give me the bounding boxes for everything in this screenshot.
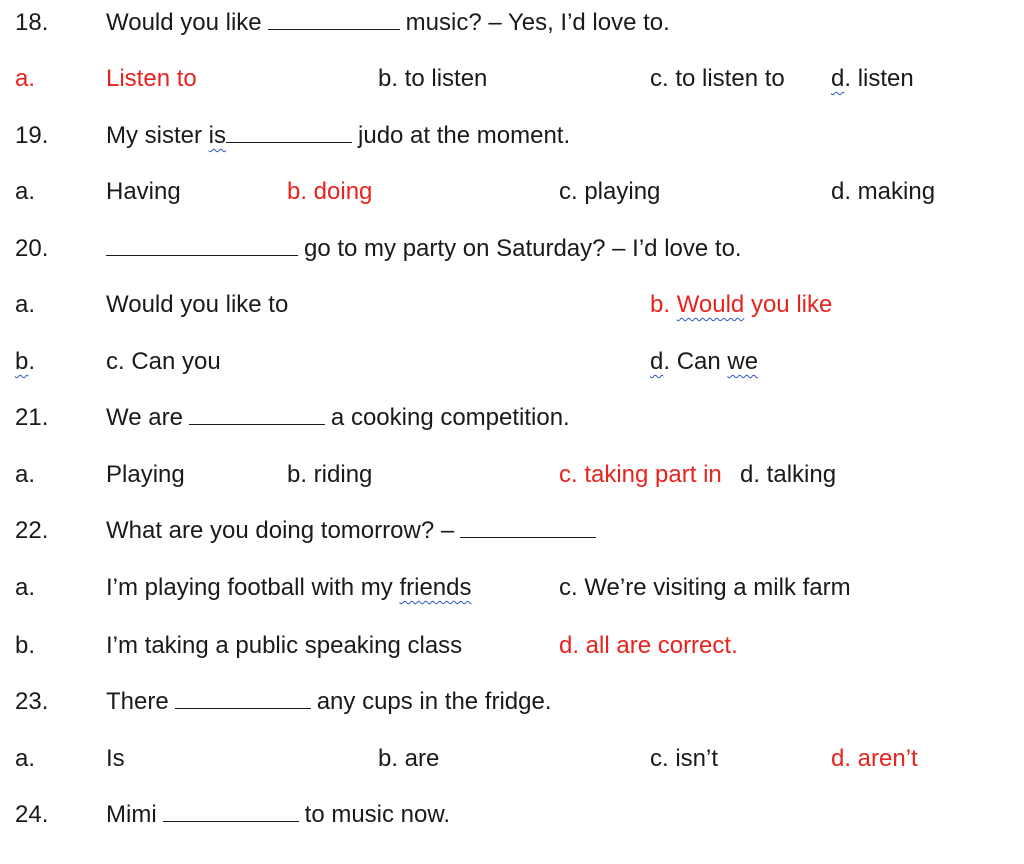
answer-blank [106,233,298,256]
question-text-before: There [106,688,169,715]
option-d [650,346,758,378]
question-text-before: We are [106,404,183,431]
spellcheck-word: Would [676,291,745,318]
spellcheck-word: d [831,65,845,92]
question-number: 23. [15,688,49,715]
option-a: Having [106,178,181,205]
option-c: c. to listen to [650,65,785,92]
question-row-20 [0,233,1024,265]
option-a-text: I’m playing football with my [106,574,400,601]
question-row-21 [0,402,1024,434]
question-text-before: My sister [106,122,202,149]
question-text [106,515,602,547]
option-a: Would you like to [106,291,289,318]
question-text-after: a cooking competition. [330,404,570,431]
option-label: a. [15,65,36,92]
option-row-21 [0,459,1024,491]
spellcheck-word: is [208,122,227,149]
answer-blank [226,120,352,143]
option-label: a. [15,745,36,772]
question-number: 22. [15,517,49,544]
option-b: b. riding [287,461,373,488]
option-b: I’m taking a public speaking class [106,632,463,659]
spellcheck-word: friends [399,574,472,601]
option-a: Playing [106,461,185,488]
option-d-mid: . Can [663,348,728,375]
option-row-22a [0,572,1024,604]
question-row-24 [0,799,1024,831]
answer-blank [189,402,325,425]
question-number: 18. [15,9,49,36]
option-d: d. making [831,178,936,205]
option-a-correct: Listen to [106,65,197,92]
option-a [106,572,472,604]
question-number: 24. [15,801,49,828]
option-b-rest: you like [744,291,833,318]
question-text-after: to music now. [304,801,451,828]
answer-blank [268,7,400,30]
spellcheck-word: we [727,348,759,375]
question-text-before: Would you like [106,9,262,36]
question-row-19 [0,120,1024,152]
option-c: c. We’re visiting a milk farm [559,574,851,601]
question-text-after: any cups in the fridge. [316,688,552,715]
spellcheck-word: b [15,348,29,375]
question-row-18 [0,7,1024,39]
question-text-after: judo at the moment. [358,122,571,149]
option-b-correct [650,289,832,321]
question-text [106,686,552,718]
option-d [831,63,914,95]
option-b-correct: b. doing [287,178,373,205]
option-row-19 [0,176,1024,208]
option-c: c. isn’t [650,745,719,772]
option-row-18 [0,63,1024,95]
option-d-rest: . listen [844,65,914,92]
option-row-20a [0,289,1024,321]
question-text [106,799,450,831]
option-label: a. [15,574,36,601]
answer-blank [163,799,299,822]
option-c: c. playing [559,178,661,205]
question-text [106,402,570,434]
question-text [106,120,570,152]
question-row-22 [0,515,1024,547]
option-d-correct: d. aren’t [831,745,918,772]
question-row-23 [0,686,1024,718]
option-row-22b [0,630,1024,662]
option-label: b. [15,632,36,659]
option-b: b. are [378,745,440,772]
question-text-after: go to my party on Saturday? – I’d love to. [304,235,742,262]
question-number: 19. [15,122,49,149]
question-number: 21. [15,404,49,431]
option-label: a. [15,291,36,318]
option-label: a. [15,461,36,488]
question-text-before: What are you doing tomorrow? – [106,517,455,544]
option-d: d. talking [740,461,837,488]
spellcheck-word: d [650,348,664,375]
option-label-rest: . [28,348,36,375]
option-c: c. Can you [106,348,221,375]
question-text [106,7,670,39]
option-c-correct: c. taking part in [559,461,722,488]
question-text [106,233,742,265]
option-b-prefix: b. [650,291,677,318]
option-d-correct: d. all are correct. [559,632,738,659]
question-text-after: music? – Yes, I’d love to. [405,9,670,36]
option-b: b. to listen [378,65,488,92]
option-label [15,346,35,378]
question-text-before: Mimi [106,801,157,828]
question-number: 20. [15,235,49,262]
option-row-20b [0,346,1024,378]
option-row-23 [0,743,1024,775]
answer-blank [460,515,596,538]
option-a: Is [106,745,125,772]
option-label: a. [15,178,36,205]
answer-blank [175,686,311,709]
